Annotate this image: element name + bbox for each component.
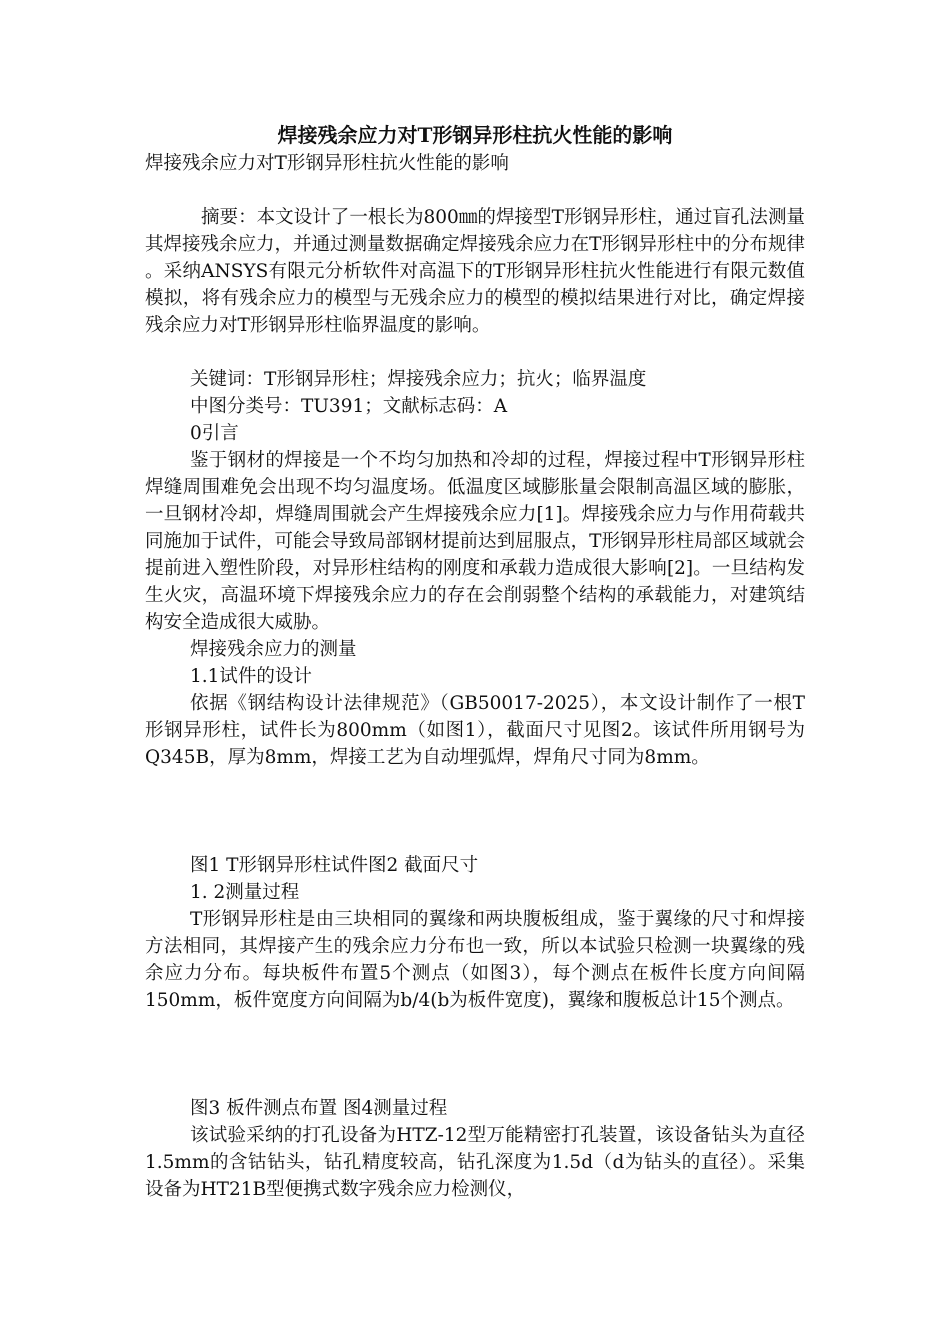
section-heading-specimen-design: 1.1试件的设计 — [190, 666, 312, 687]
keywords-line: 关键词：T形钢异形柱；焊接残余应力；抗火；临界温度 — [190, 369, 647, 390]
section-heading-measurement: 焊接残余应力的测量 — [190, 639, 357, 660]
section-heading-measurement-process: 1. 2测量过程 — [190, 882, 300, 903]
figure-caption-1-2: 图1 T形钢异形柱试件图2 截面尺寸 — [190, 855, 479, 876]
figure-placeholder-3-4 — [145, 1014, 805, 1095]
equipment-paragraph: 该试验采纳的打孔设备为HTZ-12型万能精密打孔装置，该设备钻头为直径1.5mm的含钴钻头，钻孔精度较高，钻孔深度为1.5d（d为钻头的直径）。采集设备为HT21B型便携式数字残余应力检测仪， — [145, 1125, 805, 1200]
document-title: 焊接残余应力对T形钢异形柱抗火性能的影响 — [277, 123, 673, 147]
figure-placeholder-1-2 — [145, 771, 805, 852]
measurement-process-paragraph: T形钢异形柱是由三块相同的翼缘和两块腹板组成，鉴于翼缘的尺寸和焊接方法相同，其焊接产生的残余应力分布也一致，所以本试验只检测一块翼缘的残余应力分布。每块板件布置5个测点（如图3），每个测点在板件长度方向间隔150mm，板件宽度方向间隔为b/4(b为板件宽度)，翼缘和腹板总计15个测点。 — [145, 909, 805, 1011]
classification-line: 中图分类号：TU391；文献标志码：A — [190, 396, 508, 417]
figure-caption-3-4: 图3 板件测点布置 图4测量过程 — [190, 1098, 448, 1119]
intro-paragraph: 鉴于钢材的焊接是一个不均匀加热和冷却的过程，焊接过程中T形钢异形柱焊缝周围难免会出现不均匀温度场。低温度区域膨胀量会限制高温区域的膨胀，一旦钢材冷却，焊缝周围就会产生焊接残余应力[1]。焊接残余应力与作用荷载共同施加于试件，可能会导致局部钢材提前达到屈服点，T形钢异形柱局部区域就会提前进入塑性阶段，对异形柱结构的刚度和承载力造成很大影响[2]。一旦结构发生火灾，高温环境下焊接残余应力的存在会削弱整个结构的承载能力，对建筑结构安全造成很大威胁。 — [145, 450, 805, 633]
section-heading-intro: 0引言 — [190, 423, 239, 444]
abstract-paragraph: 摘要：本文设计了一根长为800㎜的焊接型T形钢异形柱，通过盲孔法测量其焊接残余应力，并通过测量数据确定焊接残余应力在T形钢异形柱中的分布规律 。采纳ANSYS有限元分析软件对高温下的T形钢异形柱抗火性能进行有限元数值模拟，将有残余应力的模型与无残余应力的模型的模拟结果进行对比，确定焊接残余应力对T形钢异形柱临界温度的影响。 — [145, 207, 805, 336]
specimen-design-paragraph: 依据《钢结构设计法律规范》（GB50017-2025），本文设计制作了一根T形钢异形柱，试件长为800mm（如图1），截面尺寸见图2。该试件所用钢号为Q345B，厚为8mm，焊接工艺为自动埋弧焊，焊角尺寸同为8mm。 — [145, 693, 805, 768]
document-page — [145, 120, 805, 1203]
spacer — [145, 177, 805, 204]
document-subtitle: 焊接残余应力对T形钢异形柱抗火性能的影响 — [145, 153, 509, 174]
spacer — [145, 339, 805, 366]
